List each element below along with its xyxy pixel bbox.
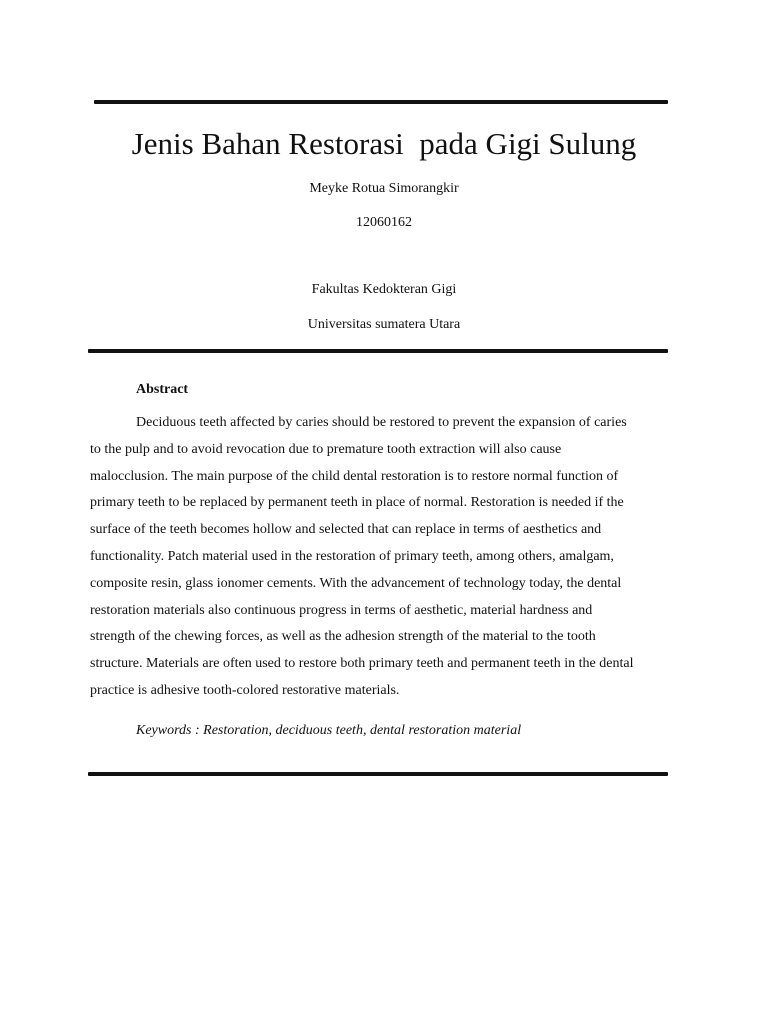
abstract-line: Deciduous teeth affected by caries should be restored to prevent the expansion of caries bbox=[136, 415, 627, 430]
abstract-line: strength of the chewing forces, as well as the adhesion strength of the material to the tooth bbox=[90, 629, 596, 645]
abstract-line: practice is adhesive tooth-colored restorative materials. bbox=[90, 682, 400, 698]
abstract-body bbox=[90, 410, 676, 705]
faculty-name: Fakultas Kedokteran Gigi bbox=[311, 282, 457, 297]
abstract-line: primary teeth to be replaced by permanent teeth in place of normal. Restoration is needed if the bbox=[90, 495, 624, 511]
keywords-line: Keywords : Restoration, deciduous teeth, dental restoration material bbox=[136, 723, 522, 738]
abstract-line: to the pulp and to avoid revocation due to premature tooth extraction will also cause bbox=[90, 441, 562, 457]
top-rule bbox=[94, 100, 668, 104]
student-id: 12060162 bbox=[356, 215, 412, 230]
abstract-line: malocclusion. The main purpose of the child dental restoration is to restore normal function of bbox=[90, 468, 619, 484]
middle-rule bbox=[88, 349, 668, 353]
abstract-line: functionality. Patch material used in the restoration of primary teeth, among others, amalgam, bbox=[90, 548, 614, 564]
university-name: Universitas sumatera Utara bbox=[307, 317, 461, 332]
abstract-heading: Abstract bbox=[136, 382, 189, 397]
author-name: Meyke Rotua Simorangkir bbox=[309, 181, 459, 196]
abstract-line: composite resin, glass ionomer cements. With the advancement of technology today, the dental bbox=[90, 575, 622, 591]
paper-title: Jenis Bahan Restorasi pada Gigi Sulung bbox=[131, 126, 637, 161]
abstract-line: surface of the teeth becomes hollow and selected that can replace in terms of aesthetics and bbox=[90, 522, 602, 538]
abstract-line: structure. Materials are often used to restore both primary teeth and permanent teeth in the dental bbox=[90, 656, 634, 672]
abstract-line: restoration materials also continuous progress in terms of aesthetic, material hardness and bbox=[90, 602, 593, 618]
bottom-rule bbox=[88, 772, 668, 776]
